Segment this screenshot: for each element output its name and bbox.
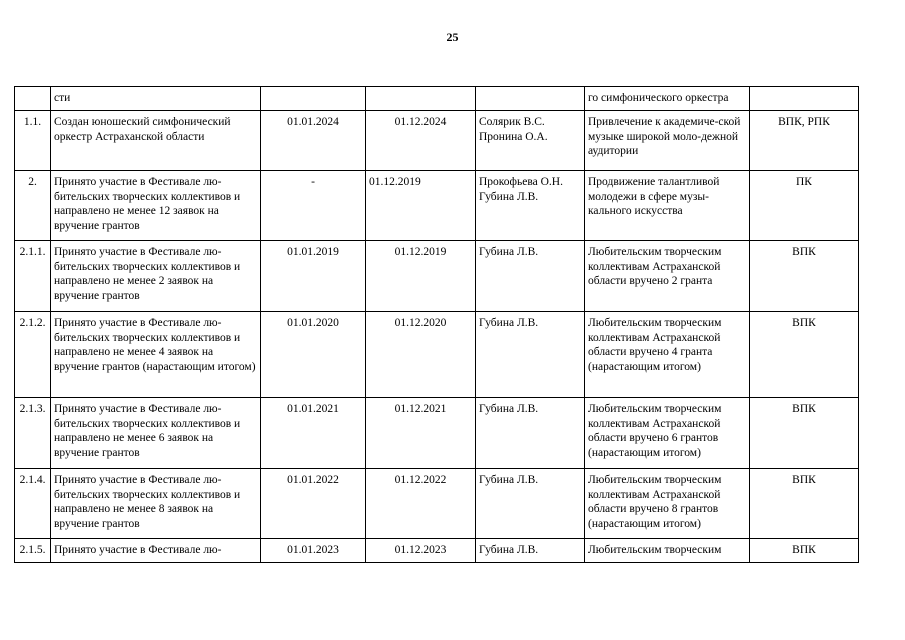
responsible-cell: Губина Л.В. (476, 469, 585, 539)
row-number-cell: 2.1.4. (15, 469, 51, 539)
event-cell: Принято участие в Фестивале лю-бительских творческих коллективов и направлено не менее 2 заявок на вручение грантов (51, 241, 261, 312)
event-cell: Принято участие в Фестивале лю-бительских творческих коллективов и направлено не менее 4 заявок на вручение грантов (нарастающим итогом) (51, 312, 261, 398)
category-cell: ВПК (750, 241, 859, 312)
start-date-cell: 01.01.2021 (261, 398, 366, 469)
table-row (15, 87, 859, 111)
end-date-cell: 01.12.2019 (366, 241, 476, 312)
result-cell: Привлечение к академиче-ской музыке широкой моло-дежной аудитории (585, 111, 750, 171)
end-date-cell: 01.12.2022 (366, 469, 476, 539)
start-date-cell: - (261, 171, 366, 241)
end-date-cell: 01.12.2024 (366, 111, 476, 171)
event-cell: Принято участие в Фестивале лю- (51, 539, 261, 563)
table-row (15, 469, 859, 539)
category-cell: ВПК, РПК (750, 111, 859, 171)
row-number-cell: 2.1.3. (15, 398, 51, 469)
row-number-cell: 2. (15, 171, 51, 241)
result-cell: Любительским творческим коллективам Астраханской области вручено 6 грантов (нарастающим итогом) (585, 398, 750, 469)
event-cell: Принято участие в Фестивале лю-бительских творческих коллективов и направлено не менее 12 заявок на вручение грантов (51, 171, 261, 241)
table-row (15, 312, 859, 398)
table-row (15, 398, 859, 469)
event-cell: Создан юношеский симфонический оркестр Астраханской области (51, 111, 261, 171)
table-row (15, 111, 859, 171)
page-number: 25 (446, 30, 459, 44)
responsible-cell: Губина Л.В. (476, 241, 585, 312)
row-number-cell: 2.1.2. (15, 312, 51, 398)
result-cell: го симфонического оркестра (585, 87, 750, 111)
table-row (15, 539, 859, 563)
responsible-cell: Прокофьева О.Н. Губина Л.В. (476, 171, 585, 241)
responsible-cell: Губина Л.В. (476, 398, 585, 469)
responsible-cell: Губина Л.В. (476, 539, 585, 563)
start-date-cell (261, 87, 366, 111)
category-cell: ПК (750, 171, 859, 241)
end-date-cell: 01.12.2021 (366, 398, 476, 469)
start-date-cell: 01.01.2024 (261, 111, 366, 171)
start-date-cell: 01.01.2023 (261, 539, 366, 563)
category-cell: ВПК (750, 312, 859, 398)
table-row (15, 241, 859, 312)
row-number-cell: 2.1.5. (15, 539, 51, 563)
result-cell: Продвижение талантливой молодежи в сфере музы-кального искусства (585, 171, 750, 241)
responsible-cell: Губина Л.В. (476, 312, 585, 398)
end-date-cell: 01.12.2020 (366, 312, 476, 398)
result-cell: Любительским творческим коллективам Астраханской области вручено 4 гранта (нарастающим итогом) (585, 312, 750, 398)
end-date-cell (366, 87, 476, 111)
table-row (15, 171, 859, 241)
category-cell: ВПК (750, 398, 859, 469)
result-cell: Любительским творческим коллективам Астраханской области вручено 2 гранта (585, 241, 750, 312)
category-cell: ВПК (750, 469, 859, 539)
category-cell (750, 87, 859, 111)
event-cell: Принято участие в Фестивале лю-бительских творческих коллективов и направлено не менее 8 заявок на вручение грантов (51, 469, 261, 539)
start-date-cell: 01.01.2020 (261, 312, 366, 398)
result-cell: Любительским творческим коллективам Астраханской области вручено 8 грантов (нарастающим итогом) (585, 469, 750, 539)
row-number-cell: 2.1.1. (15, 241, 51, 312)
responsible-cell (476, 87, 585, 111)
result-cell: Любительским творческим (585, 539, 750, 563)
end-date-cell: 01.12.2023 (366, 539, 476, 563)
row-number-cell (15, 87, 51, 111)
event-cell: Принято участие в Фестивале лю-бительских творческих коллективов и направлено не менее 6 заявок на вручение грантов (51, 398, 261, 469)
responsible-cell: Солярик В.С. Пронина О.А. (476, 111, 585, 171)
end-date-cell: 01.12.2019 (366, 171, 476, 241)
start-date-cell: 01.01.2019 (261, 241, 366, 312)
event-cell: сти (51, 87, 261, 111)
start-date-cell: 01.01.2022 (261, 469, 366, 539)
category-cell: ВПК (750, 539, 859, 563)
row-number-cell: 1.1. (15, 111, 51, 171)
plan-table (14, 86, 859, 563)
